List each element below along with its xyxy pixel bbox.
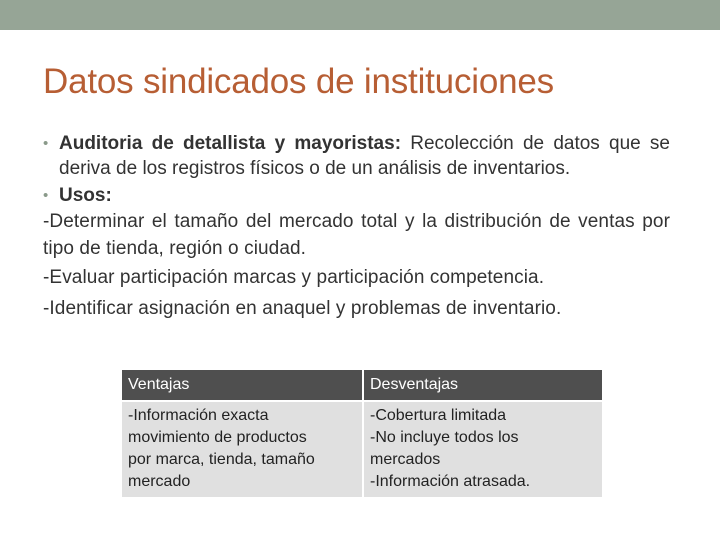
header-ventajas: Ventajas (122, 370, 364, 402)
bullet-usos-label: Usos: (59, 185, 112, 206)
ventajas-line: por marca, tienda, tamaño (128, 451, 315, 468)
bullet-usos (43, 183, 670, 208)
uses-item-anaquel: -Identificar asignación en anaquel y problemas de inventario. (43, 298, 562, 319)
bullet-auditoria (43, 131, 670, 181)
slide-body (43, 131, 670, 324)
table-row (122, 402, 602, 497)
desventajas-line: -Cobertura limitada (370, 407, 507, 424)
uses-list (43, 208, 670, 324)
cell-ventajas (122, 402, 364, 497)
cell-desventajas (364, 402, 602, 497)
uses-item-participacion: -Evaluar participación marcas y participación competencia. (43, 267, 545, 288)
desventajas-line: mercados (370, 451, 441, 468)
desventajas-line: -Información atrasada. (370, 473, 531, 490)
uses-item-mercado: -Determinar el tamaño del mercado total y la distribución de ventas por tipo de tienda, región o ciudad. (43, 211, 670, 259)
comparison-table (122, 370, 602, 497)
ventajas-line: movimiento de productos (128, 429, 307, 446)
bullet-auditoria-text: Recolección de datos que se deriva de los registros físicos o de un análisis de inventarios. (59, 133, 671, 179)
header-desventajas: Desventajas (364, 370, 602, 402)
ventajas-line: -Información exacta (128, 407, 269, 424)
bullet-auditoria-label: Auditoria de detallista y mayoristas: (59, 133, 402, 154)
top-accent-bar (0, 0, 720, 30)
slide-title: Datos sindicados de instituciones (43, 62, 554, 101)
table-header-row (122, 370, 602, 402)
ventajas-line: mercado (128, 473, 191, 490)
desventajas-line: -No incluye todos los (370, 429, 519, 446)
